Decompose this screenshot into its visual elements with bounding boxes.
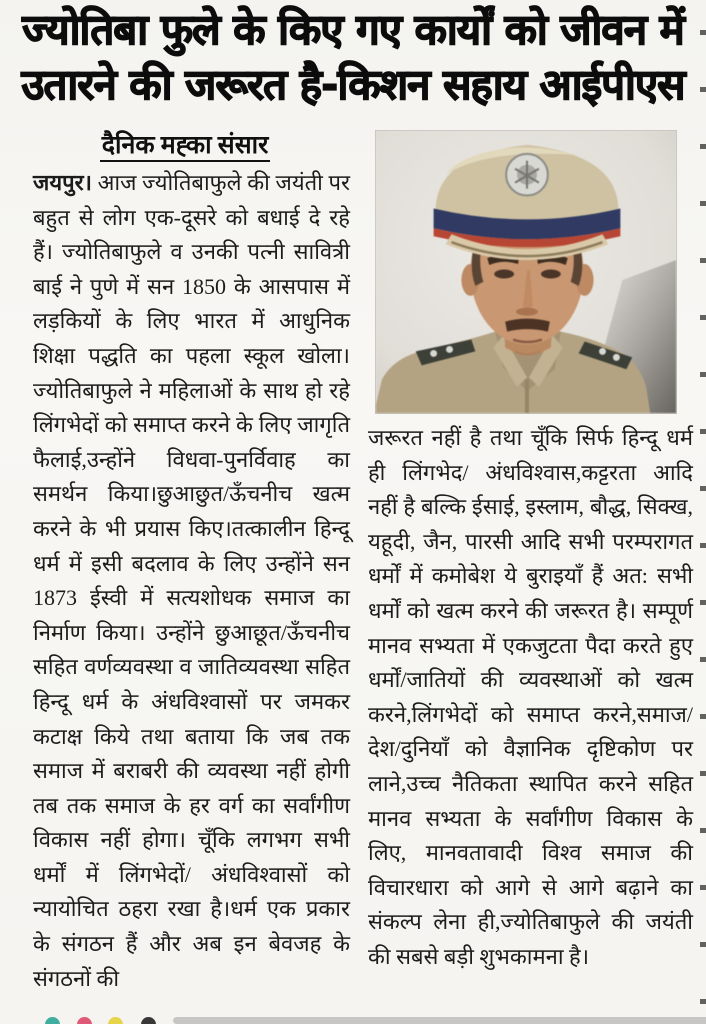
article-right-column: जरूरत नहीं है तथा चूँकि सिर्फ हिन्दू धर्म ही लिंगभेद/ अंधविश्वास,कट्टरता आदि नहीं है बल्कि ईसाई, इस्लाम, बौद्ध, सिक्ख, यहूदी, जैन, पारसी आदि सभी परम्परागत धर्मों में कमोबेश ये बुराइयाँ हैं अत: सभी धर्मों को खत्म करने की जरूरत है। सम्पूर्ण मानव सभ्यता में एकजुटता पैदा करते हुए धर्मों/जातियों की व्यवस्थाओं को खत्म करने,लिंगभेदों को समाप्त करने,समाज/देश/दुनियाँ को वैज्ञानिक दृष्टिकोण पर लाने,उच्च नैतिकता स्थापित करने सहित मानव सभ्यता के सर्वांगीण विकास के लिए, मानवतावादी विश्व समाज की विचारधारा को आगे से आगे बढ़ाने का संकल्प लेना ही,ज्योतिबाफुले की जयंती की सबसे बड़ी शुभकामना है। bbox=[368, 425, 693, 969]
article-left-column bbox=[33, 166, 350, 996]
left-column-text: आज ज्योतिबाफुले की जयंती पर बहुत से लोग एक-दूसरे को बधाई दे रहे हैं। ज्योतिबाफुले व उनकी पत्नी सावित्री बाई ने पुणे में सन 1850 के आसपास में लड़कियों के लिए भारत में आधुनिक शिक्षा पद्धति का पहला स्कूल खोला। ज्योतिबाफुले ने महिलाओं के साथ हो रहे लिंगभेदों को समाप्त करने के लिए जागृति फैलाई,उन्होंने विधवा-पुनर्विवाह का समर्थन किया।छुआछुत/ऊँचनीच खत्म करने के भी प्रयास किए।तत्कालीन हिन्दू धर्म में इसी बदलाव के लिए उन्होंने सन 1873 ईस्वी में सत्यशोधक समाज का निर्माण किया। उन्होंने छुआछूत/ऊँचनीच सहित वर्णव्यवस्था व जातिव्यवस्था सहित हिन्दू धर्म के अंधविश्वासों पर जमकर कटाक्ष किये तथा बताया कि जब तक समाज में बराबरी की व्यवस्था नहीं होगी तब तक समाज के हर वर्ग का सर्वांगीण विकास नहीं होगा। चूँकि लगभग सभी धर्मों में लिंगभेदों/ अंधविश्वासों को न्यायोचित ठहरा रखा है।धर्म एक प्रकार के संगठन हैं और अब इन बेवजह के संगठनों की bbox=[33, 170, 350, 991]
headline-line1: ज्योतिबा फुले के किए गए कार्यों को जीवन में bbox=[22, 5, 684, 54]
byline-text: दैनिक मह्का संसार bbox=[100, 132, 271, 162]
officer-photo-graphic bbox=[376, 131, 676, 413]
reaction-emoji-dark[interactable] bbox=[141, 1017, 156, 1024]
byline bbox=[18, 127, 352, 161]
headline bbox=[4, 2, 702, 112]
officer-photo bbox=[375, 130, 677, 414]
headline-line2: उतारने की जरूरत है-किशन सहाय आईपीएस bbox=[21, 60, 685, 109]
scrollbar[interactable] bbox=[173, 1017, 706, 1024]
reaction-emoji-teal[interactable] bbox=[45, 1017, 60, 1024]
adjacent-column-text-fragments bbox=[700, 30, 706, 1015]
reaction-emoji-yellow[interactable] bbox=[108, 1017, 123, 1024]
dateline: जयपुर। bbox=[33, 170, 92, 195]
reaction-emoji-pink[interactable] bbox=[77, 1017, 92, 1024]
